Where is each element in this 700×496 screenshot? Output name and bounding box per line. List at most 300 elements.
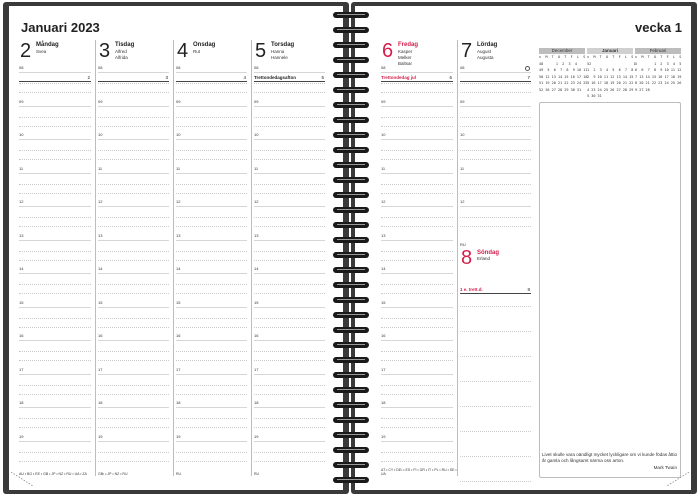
half-hour-line [176, 83, 247, 84]
holiday-label: 1 e. trett.d. [460, 287, 483, 292]
half-hour-line [381, 351, 453, 352]
half-hour-line [98, 217, 169, 218]
hour-line [254, 307, 325, 308]
hour-label: 16 [381, 333, 386, 338]
mini-month-title: December [539, 48, 585, 54]
hour-label: 14 [254, 266, 259, 271]
sunday-block[interactable] [458, 242, 535, 476]
spiral-coil [333, 102, 369, 108]
half-hour-line [98, 260, 169, 261]
hour-label: 12 [176, 199, 181, 204]
half-hour-line [176, 351, 247, 352]
hour-label: 18 [19, 400, 24, 405]
day-header-rule [381, 81, 453, 82]
half-hour-line [176, 418, 247, 419]
day-of-year: 8 [527, 287, 530, 292]
hour-line [19, 407, 91, 408]
half-hour-line [98, 318, 169, 319]
flag-holidays-footer: RU [254, 472, 260, 476]
spiral-coil [333, 207, 369, 213]
half-hour-line [460, 83, 531, 84]
spiral-coil [333, 237, 369, 243]
half-hour-line [381, 360, 453, 361]
half-hour-line [381, 159, 453, 160]
hour-line [254, 106, 325, 107]
day-name: Fredag [398, 42, 419, 48]
hour-label: 12 [381, 199, 386, 204]
day-name: Måndag [36, 42, 59, 48]
hour-line [176, 340, 247, 341]
flag-holidays-footer: GB² • JP • NZ • RU [98, 472, 128, 476]
half-hour-line [176, 150, 247, 151]
day-number: 6 [382, 40, 394, 62]
hour-label: 15 [381, 299, 386, 305]
half-hour-line [98, 184, 169, 185]
hour-label: 10 [254, 132, 259, 137]
half-hour-line [254, 251, 325, 252]
spiral-coil [333, 147, 369, 153]
half-hour-line [254, 318, 325, 319]
name-day: Rut [193, 49, 201, 54]
hour-line [98, 206, 169, 207]
half-hour-line [176, 284, 247, 285]
hour-label: 12 [98, 199, 103, 204]
hour-label: 08 [98, 65, 103, 70]
half-hour-line [176, 293, 247, 294]
hour-label: 14 [176, 266, 181, 271]
day-header-rule [19, 81, 91, 82]
hour-label: 09 [98, 98, 103, 104]
hour-line [98, 441, 169, 442]
mini-month[interactable] [539, 48, 588, 93]
half-hour-line [98, 193, 169, 194]
day-column[interactable] [379, 40, 457, 476]
hour-line [176, 240, 247, 241]
hour-label: 10 [381, 132, 386, 137]
spiral-coil [333, 12, 369, 18]
half-hour-line [19, 260, 91, 261]
day-column[interactable] [251, 40, 329, 476]
mini-week-row: 49 5 6 7 8 9 10 11 [539, 68, 588, 72]
day-of-year: 3 [165, 75, 168, 80]
spiral-coil [333, 42, 369, 48]
hour-line [381, 307, 453, 308]
spiral-coil [333, 432, 369, 438]
hour-line [98, 139, 169, 140]
half-hour-line [19, 150, 91, 151]
hour-label: 10 [176, 132, 181, 137]
day-header-rule [254, 81, 325, 82]
day-of-year: 4 [243, 75, 246, 80]
hour-label: 19 [98, 433, 103, 439]
half-hour-line [176, 260, 247, 261]
day-name: Onsdag [193, 42, 216, 48]
hour-label: 11 [381, 165, 386, 171]
half-hour-line [98, 461, 169, 462]
spiral-coil [333, 162, 369, 168]
hour-line [98, 407, 169, 408]
hour-label: 12 [254, 199, 259, 204]
half-hour-line [19, 92, 91, 93]
name-day-list [115, 49, 128, 61]
spiral-coil [333, 117, 369, 123]
hour-line [19, 340, 91, 341]
day-column[interactable] [95, 40, 173, 476]
mini-week-row: 3 16 17 18 19 20 21 22 [587, 81, 634, 85]
half-hour-line [98, 159, 169, 160]
hour-line [254, 441, 325, 442]
half-hour-line [381, 184, 453, 185]
hour-label: 16 [176, 333, 181, 338]
spiral-coil [333, 417, 369, 423]
hour-line [460, 173, 531, 174]
half-hour-line [254, 452, 325, 453]
hour-label: 17 [254, 366, 259, 372]
hour-line [381, 106, 453, 107]
day-column[interactable] [17, 40, 95, 476]
half-hour-line [176, 452, 247, 453]
name-day: Alfred [115, 49, 127, 54]
half-hour-line [176, 126, 247, 127]
spiral-coil [333, 477, 369, 483]
half-hour-line [460, 150, 531, 151]
mini-week-row: 7 13 14 15 16 17 18 19 [635, 74, 682, 79]
half-hour-line [254, 385, 325, 386]
day-name: Lördag [477, 42, 498, 48]
hour-line [254, 340, 325, 341]
half-hour-line [98, 150, 169, 151]
half-hour-line [19, 293, 91, 294]
day-name: Tisdag [115, 42, 135, 48]
right-page [355, 6, 691, 490]
half-hour-line [19, 126, 91, 127]
half-hour-line [98, 427, 169, 428]
name-day: Hannele [271, 55, 288, 60]
day-header-rule [460, 293, 531, 294]
hour-label: 11 [460, 165, 465, 171]
half-hour-line [254, 360, 325, 361]
hour-label: 08 [254, 65, 259, 70]
spiral-coil [333, 402, 369, 408]
mini-month-title: Januari [587, 48, 633, 54]
name-day: August [477, 49, 492, 54]
half-hour-line [19, 461, 91, 462]
hour-line [381, 173, 453, 174]
hour-line [98, 173, 169, 174]
hour-label: 16 [98, 333, 103, 338]
half-hour-line [176, 327, 247, 328]
hour-line [19, 206, 91, 207]
hour-line [176, 72, 247, 73]
half-hour-line [381, 83, 453, 84]
mini-week-row: 50 12 13 14 15 16 17 18 [539, 74, 588, 79]
half-hour-line [19, 360, 91, 361]
hour-label: 17 [98, 366, 103, 372]
half-hour-line [19, 159, 91, 160]
month-title: Januari 2023 [21, 20, 100, 35]
mini-week-row: 48 1 2 3 4 [539, 61, 577, 66]
hour-label: 09 [254, 98, 259, 104]
half-hour-line [381, 217, 453, 218]
half-hour-line [176, 385, 247, 386]
day-number: 8 [461, 247, 473, 269]
hour-line [19, 240, 91, 241]
half-hour-line [19, 418, 91, 419]
week-title: vecka 1 [635, 20, 682, 35]
spiral-coil [333, 462, 369, 468]
half-hour-line [176, 427, 247, 428]
sunday-line [460, 481, 531, 482]
hour-line [176, 206, 247, 207]
hour-label: 18 [254, 400, 259, 405]
hour-line [254, 206, 325, 207]
spiral-binding [333, 8, 369, 490]
half-hour-line [381, 461, 453, 462]
sunday-line [460, 356, 531, 357]
spiral-coil [333, 312, 369, 318]
mini-week-row: 1 2 3 4 5 6 7 8 [587, 68, 634, 72]
half-hour-line [98, 284, 169, 285]
hour-line [381, 72, 453, 73]
mini-week-row: 51 19 20 21 22 23 24 25 [539, 81, 588, 85]
hour-label: 15 [98, 299, 103, 305]
name-day: Kasper [398, 49, 413, 54]
half-hour-line [381, 318, 453, 319]
hour-line [176, 407, 247, 408]
spiral-coil [333, 222, 369, 228]
sunday-line [460, 381, 531, 382]
hour-label: 18 [381, 400, 386, 405]
half-hour-line [254, 217, 325, 218]
half-hour-line [19, 184, 91, 185]
half-hour-line [176, 117, 247, 118]
day-name: Torsdag [271, 42, 295, 48]
hour-line [19, 72, 91, 73]
name-day: Svea [36, 49, 47, 54]
day-header-rule [176, 81, 247, 82]
hour-line [19, 374, 91, 375]
half-hour-line [254, 327, 325, 328]
hour-label: 08 [460, 65, 465, 70]
hour-label: 08 [381, 65, 386, 70]
half-hour-line [98, 92, 169, 93]
half-hour-line [381, 284, 453, 285]
half-hour-line [176, 394, 247, 395]
half-hour-line [381, 193, 453, 194]
name-day: Alfrida [115, 55, 128, 60]
half-hour-line [460, 126, 531, 127]
hour-line [254, 273, 325, 274]
hour-label: 15 [254, 299, 259, 305]
half-hour-line [19, 427, 91, 428]
day-of-year: 6 [449, 75, 452, 80]
hour-label: 12 [460, 199, 465, 204]
hour-line [381, 273, 453, 274]
half-hour-line [254, 461, 325, 462]
half-hour-line [381, 260, 453, 261]
hour-label: 08 [176, 65, 181, 70]
hour-line [254, 72, 325, 73]
half-hour-line [98, 360, 169, 361]
spiral-coil [333, 27, 369, 33]
mini-month[interactable] [587, 48, 636, 100]
spiral-coil [333, 327, 369, 333]
half-hour-line [381, 385, 453, 386]
hour-label: 14 [98, 266, 103, 271]
half-hour-line [460, 226, 531, 227]
half-hour-line [176, 159, 247, 160]
half-hour-line [254, 117, 325, 118]
hour-line [460, 72, 531, 73]
half-hour-line [19, 117, 91, 118]
day-column[interactable] [457, 40, 535, 476]
spiral-coil [333, 177, 369, 183]
spiral-coil [333, 267, 369, 273]
half-hour-line [254, 184, 325, 185]
hour-line [176, 139, 247, 140]
day-number: 5 [255, 40, 267, 62]
half-hour-line [381, 150, 453, 151]
hour-label: 15 [176, 299, 181, 305]
day-number: 7 [461, 40, 473, 62]
spiral-coil [333, 297, 369, 303]
half-hour-line [19, 385, 91, 386]
half-hour-line [19, 251, 91, 252]
half-hour-line [98, 117, 169, 118]
hour-line [176, 307, 247, 308]
half-hour-line [254, 284, 325, 285]
day-number: 4 [177, 40, 189, 62]
half-hour-line [98, 226, 169, 227]
hour-line [381, 441, 453, 442]
day-of-year: 2 [87, 75, 90, 80]
half-hour-line [98, 83, 169, 84]
hour-label: 17 [19, 366, 24, 372]
hour-label: 11 [98, 165, 103, 171]
hour-line [98, 307, 169, 308]
spiral-coil [333, 87, 369, 93]
spiral-coil [333, 387, 369, 393]
half-hour-line [381, 92, 453, 93]
hour-line [254, 374, 325, 375]
day-name: Söndag [477, 250, 499, 256]
half-hour-line [381, 117, 453, 118]
half-hour-line [98, 293, 169, 294]
holiday-label: Trettondedag jul [381, 75, 417, 80]
hour-label: 16 [254, 333, 259, 338]
half-hour-line [19, 327, 91, 328]
sunday-line [460, 306, 531, 307]
hour-line [381, 240, 453, 241]
sunday-top-label: RU [460, 242, 466, 247]
moon-phase-icon [525, 66, 530, 71]
hour-line [19, 273, 91, 274]
half-hour-line [19, 83, 91, 84]
sunday-line [460, 456, 531, 457]
half-hour-line [381, 418, 453, 419]
half-hour-line [381, 327, 453, 328]
hour-label: 13 [381, 232, 386, 238]
hour-label: 15 [19, 299, 24, 305]
hour-line [19, 307, 91, 308]
half-hour-line [98, 452, 169, 453]
spiral-coil [333, 252, 369, 258]
name-day-list [398, 49, 412, 67]
half-hour-line [254, 159, 325, 160]
quote-author: Mark Twain [653, 465, 677, 470]
hour-line [98, 273, 169, 274]
mini-weekday-header: v M T O T F L S [539, 55, 586, 59]
half-hour-line [254, 293, 325, 294]
mini-month[interactable] [635, 48, 681, 93]
hour-label: 09 [381, 98, 386, 104]
half-hour-line [460, 92, 531, 93]
left-page [9, 6, 343, 490]
half-hour-line [98, 394, 169, 395]
hour-label: 17 [381, 366, 386, 372]
mini-week-row: 4 23 24 25 26 27 28 29 [587, 87, 634, 92]
page-corner-left [11, 472, 33, 486]
half-hour-line [176, 318, 247, 319]
half-hour-line [19, 226, 91, 227]
half-hour-line [460, 193, 531, 194]
half-hour-line [19, 394, 91, 395]
day-column[interactable] [173, 40, 251, 476]
half-hour-line [98, 351, 169, 352]
half-hour-line [254, 427, 325, 428]
name-day-list [477, 49, 494, 61]
holiday-label: Trettondedagsafton [254, 75, 297, 80]
half-hour-line [460, 217, 531, 218]
half-hour-line [98, 385, 169, 386]
mini-week-row: 52 1 [587, 61, 636, 66]
half-hour-line [176, 226, 247, 227]
half-hour-line [254, 394, 325, 395]
sunday-line [460, 406, 531, 407]
hour-label: 19 [254, 433, 259, 439]
half-hour-line [254, 83, 325, 84]
hour-label: 17 [176, 366, 181, 372]
hour-line [176, 441, 247, 442]
notes-box[interactable] [539, 102, 681, 478]
half-hour-line [460, 159, 531, 160]
quote-text: Livet skulle vara oändligt mycket lyckligare om vi kunde födas åttio år gamla och långsamt närma oss arton. [542, 452, 678, 463]
name-day: Melker [398, 55, 412, 60]
half-hour-line [381, 427, 453, 428]
half-hour-line [19, 217, 91, 218]
half-hour-line [254, 92, 325, 93]
hour-label: 09 [460, 98, 465, 104]
hour-line [381, 206, 453, 207]
hour-label: 10 [19, 132, 24, 137]
mini-week-row: 5 1 2 3 4 5 [635, 61, 682, 66]
hour-label: 18 [98, 400, 103, 405]
spiral-coil [333, 342, 369, 348]
day-number: 2 [20, 40, 32, 62]
name-day: Baltsar [398, 61, 413, 66]
hour-line [98, 72, 169, 73]
half-hour-line [381, 452, 453, 453]
hour-label: 13 [176, 232, 181, 238]
half-hour-line [254, 260, 325, 261]
mini-weekday-header: v M T O T F L S [587, 55, 634, 59]
hour-line [254, 173, 325, 174]
spiral-coil [333, 447, 369, 453]
half-hour-line [381, 394, 453, 395]
hour-line [19, 139, 91, 140]
flag-holidays-footer: AT • CY • DE² • ES • FI • GR • IT • PL • RU • SE • UA [381, 468, 457, 476]
hour-label: 13 [254, 232, 259, 238]
